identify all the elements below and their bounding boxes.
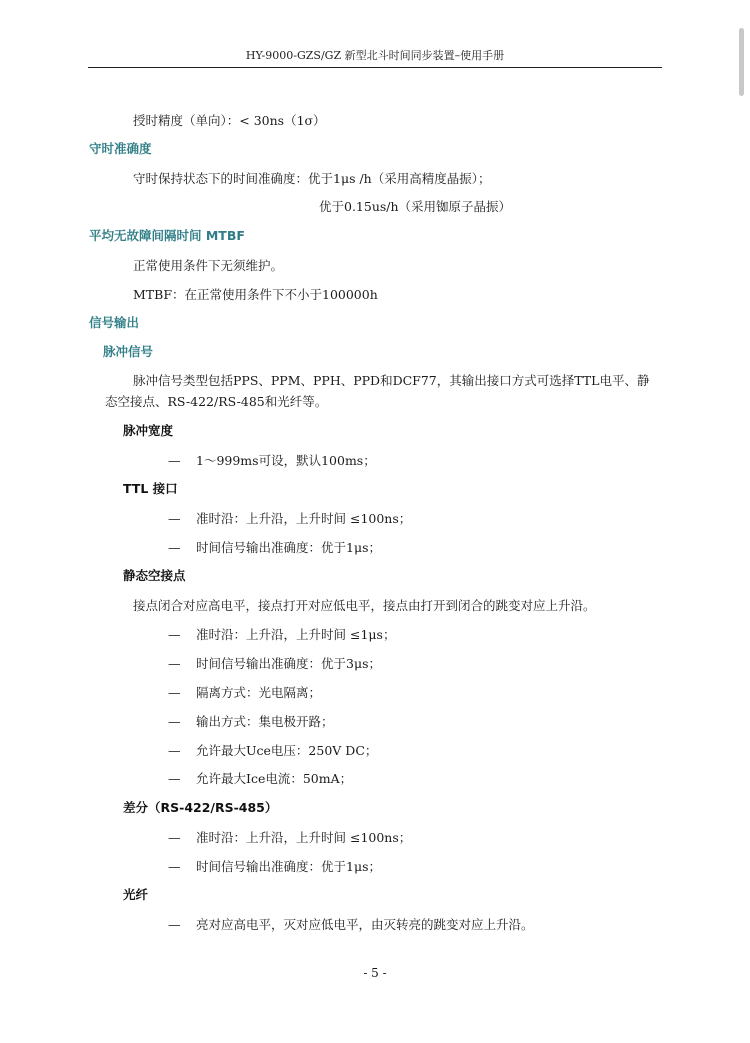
page-number: - 5 -	[363, 966, 387, 980]
list-item: — 允许最大Uce电压：250V DC；	[168, 743, 378, 758]
pulse-line-1: 脉冲信号类型包括PPS、PPM、PPH、PPD和DCF77，其输出接口方式可选择TTL电平、静	[133, 373, 650, 388]
list-item: — 准时沿：上升沿，上升时间 ≤100ns；	[168, 830, 412, 845]
list-item: — 输出方式：集电极开路；	[168, 714, 334, 729]
list-item: — 亮对应高电平，灭对应低电平，由灭转亮的跳变对应上升沿。	[168, 917, 534, 932]
heading-holdover-accuracy: 守时准确度	[89, 141, 152, 156]
list-item: — 时间信号输出准确度：优于3μs；	[168, 656, 381, 671]
timing-precision-line: 授时精度（单向）：< 30ns（1σ）	[133, 113, 326, 128]
holdover-line-1: 守时保持状态下的时间准确度：优于1μs /h（采用高精度晶振）；	[133, 171, 491, 186]
pulse-line-2: 态空接点、RS-422/RS-485和光纤等。	[105, 394, 328, 409]
contact-intro-line: 接点闭合对应高电平，接点打开对应低电平，接点由打开到闭合的跳变对应上升沿。	[133, 598, 596, 613]
list-item: — 1～999ms可设，默认100ms；	[168, 453, 376, 468]
heading-ttl: TTL 接口	[123, 481, 178, 496]
heading-signal-output: 信号输出	[89, 315, 140, 330]
heading-mtbf: 平均无故障间隔时间 MTBF	[89, 228, 245, 243]
list-item: — 允许最大Ice电流：50mA；	[168, 771, 353, 786]
heading-pulse-width: 脉冲宽度	[123, 423, 174, 438]
mtbf-line-2: MTBF：在正常使用条件下不小于100000h	[133, 287, 378, 302]
heading-static-contact: 静态空接点	[123, 568, 186, 583]
heading-fiber: 光纤	[123, 887, 149, 902]
mtbf-line-1: 正常使用条件下无须维护。	[133, 258, 284, 273]
list-item: — 时间信号输出准确度：优于1μs；	[168, 540, 381, 555]
scrollbar[interactable]	[739, 28, 744, 96]
list-item: — 准时沿：上升沿，上升时间 ≤100ns；	[168, 511, 412, 526]
list-item: — 隔离方式：光电隔离；	[168, 685, 322, 700]
holdover-line-2: 优于0.15us/h（采用铷原子晶振）	[319, 199, 512, 214]
heading-pulse-signal: 脉冲信号	[103, 344, 154, 359]
page-header: HY-9000-GZS/GZ 新型北斗时间同步装置–使用手册	[245, 49, 505, 62]
list-item: — 时间信号输出准确度：优于1μs；	[168, 859, 381, 874]
header-rule	[88, 67, 662, 68]
list-item: — 准时沿：上升沿，上升时间 ≤1μs；	[168, 627, 396, 642]
heading-differential: 差分（RS-422/RS-485）	[123, 800, 278, 815]
